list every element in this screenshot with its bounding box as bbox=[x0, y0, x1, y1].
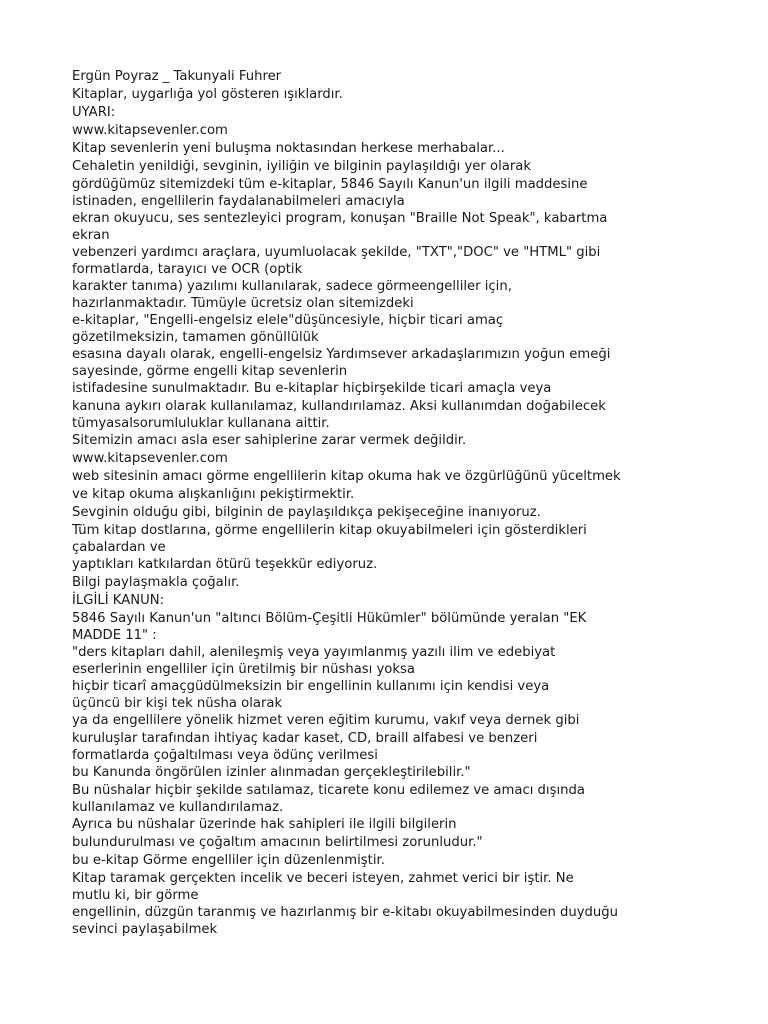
text-line: ekran okuyucu, ses sentezleyici program, konuşan "Braille Not Speak", kabartma bbox=[72, 211, 608, 226]
text-line: web sitesinin amacı görme engellilerin kitap okuma hak ve özgürlüğünü yüceltmek bbox=[72, 469, 621, 484]
text-line: 5846 Sayılı Kanun'un "altıncı Bölüm-Çeşitli Hükümler" bölümünde yeralan "EK bbox=[72, 611, 587, 626]
text-line: hazırlanmaktadır. Tümüyle ücretsiz olan sitemizdeki bbox=[72, 296, 414, 311]
text-line: kanuna aykırı olarak kullanılamaz, kullandırılamaz. Aksi kullanımdan doğabilecek bbox=[72, 399, 606, 414]
text-line: bu Kanunda öngörülen izinler alınmadan gerçekleştirilebilir." bbox=[72, 765, 471, 780]
text-line: eserlerinin engelliler için üretilmiş bir nüshası yoksa bbox=[72, 662, 415, 677]
section-heading-uyari: UYARI: bbox=[72, 105, 116, 120]
website-text: www.kitapsevenler.com bbox=[72, 123, 228, 138]
text-line: "ders kitapları dahil, alenileşmiş veya yayımlanmış yazılı ilim ve edebiyat bbox=[72, 645, 556, 660]
text-line: karakter tanıma) yazılımı kullanılarak, sadece görmeengelliler için, bbox=[72, 279, 512, 294]
text-line: Cehaletin yenildiği, sevginin, iyiliğin ve bilginin paylaşıldığı yer olarak bbox=[72, 159, 531, 174]
text-line: formatlarda çoğaltılması veya ödünç verilmesi bbox=[72, 748, 378, 763]
document-page bbox=[72, 68, 672, 937]
text-line: MADDE 11" : bbox=[72, 628, 157, 643]
text-line: bu e-kitap Görme engelliler için düzenlenmiştir. bbox=[72, 853, 385, 868]
text-line: mutlu ki, bir görme bbox=[72, 888, 199, 903]
text-line: Sitemizin amacı asla eser sahiplerine zarar vermek değildir. bbox=[72, 433, 467, 448]
text-line: Kitaplar, uygarlığa yol gösteren ışıklardır. bbox=[72, 87, 343, 102]
text-line: Kitap sevenlerin yeni buluşma noktasından herkese merhabalar... bbox=[72, 141, 505, 156]
section-heading-ilgili-kanun: İLGİLİ KANUN: bbox=[72, 593, 165, 608]
text-line: sayesinde, görme engelli kitap sevenlerin bbox=[72, 364, 348, 379]
text-line: tümyasalsorumluluklar kullanana aittir. bbox=[72, 416, 330, 431]
text-line: Sevginin olduğu gibi, bilginin de paylaşıldıkça pekişeceğine inanıyoruz. bbox=[72, 505, 541, 520]
text-line: bulundurulması ve çoğaltım amacının belirtilmesi zorunludur." bbox=[72, 835, 483, 850]
text-line: Bu nüshalar hiçbir şekilde satılamaz, ticarete konu edilemez ve amacı dışında bbox=[72, 783, 585, 798]
text-line: hiçbir ticarî amaçgüdülmeksizin bir engellinin kullanımı için kendisi veya bbox=[72, 679, 550, 694]
text-line: Ayrıca bu nüshalar üzerinde hak sahipleri ile ilgili bilgilerin bbox=[72, 817, 457, 832]
text-line: gözetilmeksizin, tamamen gönüllülük bbox=[72, 330, 319, 345]
text-line: e-kitaplar, "Engelli-engelsiz elele"düşüncesiyle, hiçbir ticari amaç bbox=[72, 313, 504, 328]
text-line: kullanılamaz ve kullandırılamaz. bbox=[72, 800, 284, 815]
text-line: yaptıkları katkılardan ötürü teşekkür ediyoruz. bbox=[72, 557, 378, 572]
text-line: formatlarda, tarayıcı ve OCR (optik bbox=[72, 262, 303, 277]
text-line: vebenzeri yardımcı araçlara, uyumluolacak şekilde, "TXT","DOC" ve "HTML" gibi bbox=[72, 245, 601, 260]
text-line: sevinci paylaşabilmek bbox=[72, 922, 218, 937]
text-line: esasına dayalı olarak, engelli-engelsiz Yardımsever arkadaşlarımızın yoğun emeği bbox=[72, 347, 611, 362]
text-line: çabalardan ve bbox=[72, 540, 166, 555]
text-line: gördüğümüz sitemizdeki tüm e-kitaplar, 5846 Sayılı Kanun'un ilgili maddesine bbox=[72, 177, 588, 192]
text-line: ve kitap okuma alışkanlığını pekiştirmektir. bbox=[72, 487, 355, 502]
text-line: ekran bbox=[72, 228, 110, 243]
text-line: istinaden, engellilerin faydalanabilmeleri amacıyla bbox=[72, 194, 405, 209]
text-line: istifadesine sunulmaktadır. Bu e-kitaplar hiçbirşekilde ticari amaçla veya bbox=[72, 381, 552, 396]
text-line: üçüncü bir kişi tek nüsha olarak bbox=[72, 696, 283, 711]
document-title: Ergün Poyraz _ Takunyali Fuhrer bbox=[72, 69, 282, 84]
text-line: Tüm kitap dostlarına, görme engellilerin kitap okuyabilmeleri için gösterdikleri bbox=[72, 523, 587, 538]
text-line: engellinin, düzgün taranmış ve hazırlanmış bir e-kitabı okuyabilmesinden duyduğu bbox=[72, 905, 618, 920]
text-line: kuruluşlar tarafından ihtiyaç kadar kaset, CD, braill alfabesi ve benzeri bbox=[72, 731, 538, 746]
text-line: Bilgi paylaşmakla çoğalır. bbox=[72, 575, 240, 590]
text-line: Kitap taramak gerçekten incelik ve beceri isteyen, zahmet verici bir iştir. Ne bbox=[72, 871, 574, 886]
text-line: ya da engellilere yönelik hizmet veren eğitim kurumu, vakıf veya dernek gibi bbox=[72, 713, 580, 728]
website-text: www.kitapsevenler.com bbox=[72, 451, 228, 466]
